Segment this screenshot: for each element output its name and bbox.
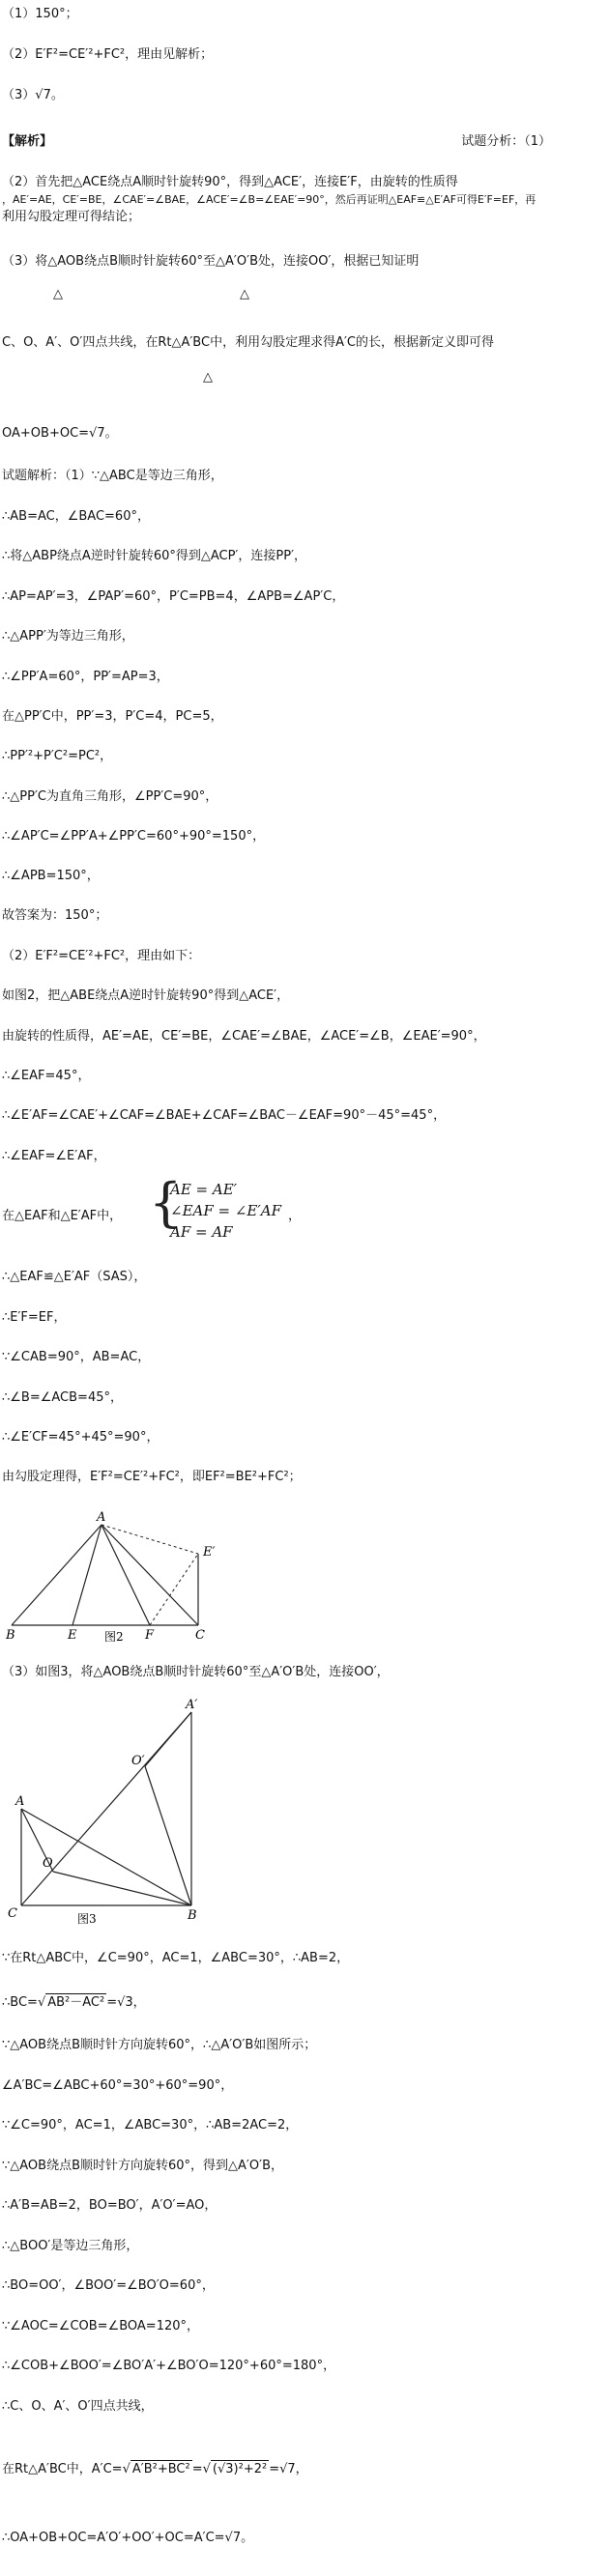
triangle-symbol-3: △ — [203, 370, 213, 385]
analysis-right-label: 试题分析：（1） — [461, 134, 551, 149]
figure-3 — [0, 1693, 222, 1934]
solution-line-23: ∴∠E′CF=45°+45°=90°， — [2, 1430, 160, 1445]
solution-line-2: ∴将△ABP绕点A逆时针旋转60°得到△ACP′，连接PP′， — [2, 549, 307, 563]
solution-line-38: 在Rt△A′BC中，A′C=√ A′B²+BC² =√ (√3)²+2² =√7， — [2, 2462, 308, 2476]
solution-line-11: 故答案为：150°； — [2, 908, 108, 923]
solution-line-20: ∴E′F=EF， — [2, 1310, 67, 1325]
analysis-header: 【解析】 — [2, 134, 53, 149]
ac-equals: = — [191, 2462, 203, 2476]
answer-2: （2）E′F²=CE′²+FC²，理由见解析； — [2, 47, 214, 62]
solution-line-12: （2）E′F²=CE′²+FC²，理由如下： — [2, 949, 201, 963]
solution-line-35: ∵∠AOC=∠COB=∠BOA=120°， — [2, 2319, 200, 2333]
ac-radicand-1: A′B²+BC² — [131, 2462, 190, 2476]
bc-prefix: ∴BC= — [2, 1995, 38, 2010]
solution-line-1: ∴AB=AC，∠BAC=60°， — [2, 509, 150, 524]
solution-line-34: ∴BO=OO′，∠BOO′=∠BO′O=60°， — [2, 2278, 215, 2293]
solution-line-0: 试题解析：（1）∵△ABC是等边三角形， — [2, 469, 223, 483]
solution-line-24: 由勾股定理得，E′F²=CE′²+FC²，即EF²=BE²+FC²； — [2, 1470, 302, 1484]
equation-3: AF = AF — [170, 1223, 233, 1241]
answer-3-prefix: （3） — [2, 88, 36, 102]
solution-line-6: 在△PP′C中，PP′=3，P′C=4，PC=5， — [2, 709, 223, 724]
solution-line-8: ∴△PP′C为直角三角形，∠PP′C=90°， — [2, 789, 218, 804]
solution-line-19: ∴△EAF≌△E′AF（SAS）， — [2, 1270, 147, 1284]
solution-line-29: ∠A′BC=∠ABC+60°=30°+60°=90°， — [2, 2078, 234, 2093]
solution-line-14: 由旋转的性质得，AE′=AE，CE′=BE，∠CAE′=∠BAE，∠ACE′=∠B，∠EAE′=90°， — [2, 1029, 486, 1044]
solution-line-16: ∴∠E′AF=∠CAE′+∠CAF=∠BAE+∠CAF=∠BAC－∠EAF=90°－45°=45°， — [2, 1108, 447, 1123]
equation-end: ， — [288, 1209, 302, 1223]
fig3-label-Ap: A′ — [186, 1698, 198, 1712]
bc-radicand: AB²－AC² — [47, 1995, 105, 2010]
fig3-label-Op: O′ — [131, 1754, 145, 1768]
figure-2 — [0, 1507, 232, 1643]
solution-line-5: ∴∠PP′A=60°，PP′=AP=3， — [2, 670, 169, 684]
ac-radicand-2: (√3)²+2² — [212, 2462, 268, 2476]
analysis-p3-line2: C、O、A′、O′四点共线，在Rt△A′BC中，利用勾股定理求得A′C的长，根据新定义即可得 — [2, 335, 494, 350]
solution-line-28: ∵△AOB绕点B顺时针方向旋转60°，∴△A′O′B如图所示； — [2, 2038, 317, 2052]
solution-line-30: ∵∠C=90°，AC=1，∠ABC=30°，∴AB=2AC=2， — [2, 2118, 299, 2132]
solution-line-4: ∴△APP′为等边三角形， — [2, 629, 134, 644]
fig3-label-O: O — [43, 1856, 53, 1871]
ac-suffix: =√7， — [269, 2462, 308, 2476]
solution-line-22: ∴∠B=∠ACB=45°， — [2, 1390, 123, 1405]
analysis-p3-line1: （3）将△AOB绕点B顺时针旋转60°至△A′O′B处，连接OO′，根据已知证明 — [2, 254, 420, 269]
fig2-label-C: C — [195, 1628, 205, 1643]
solution-line-10: ∴∠APB=150°， — [2, 869, 100, 883]
solution-line-32: ∴A′B=AB=2，BO=BO′，A′O′=AO， — [2, 2198, 218, 2213]
solution-line-27: ∴BC=√ AB²－AC² =√3， — [2, 1995, 146, 2010]
answer-3-value: √7 — [35, 88, 51, 102]
equation-2: ∠EAF = ∠E′AF — [170, 1202, 282, 1219]
triangle-symbol-1: △ — [53, 287, 63, 301]
fig3-label-C: C — [8, 1906, 17, 1921]
fig3-label-A: A — [15, 1794, 25, 1809]
solution-line-31: ∵△AOB绕点B顺时针方向旋转60°，得到△A′O′B， — [2, 2159, 283, 2173]
fig3-caption: 图3 — [77, 1912, 97, 1926]
fig2-label-Ep: E′ — [203, 1545, 216, 1560]
solution-line-33: ∴△BOO′是等边三角形， — [2, 2239, 139, 2253]
solution-line-39: ∴OA+OB+OC=A′O′+OO′+OC=A′C=√7。 — [2, 2531, 254, 2545]
solution-line-26: ∵在Rt△ABC中，∠C=90°，AC=1，∠ABC=30°，∴AB=2， — [2, 1951, 350, 1965]
analysis-p2-line2: ，AE′=AE，CE′=BE，∠CAE′=∠BAE，∠ACE′=∠B=∠EAE′=90°，然后再证明△EAF≌△E′AF可得E′F=EF，再 — [2, 193, 536, 206]
analysis-p2-line3: 利用勾股定理可得结论； — [2, 210, 141, 224]
fig2-label-B: B — [6, 1628, 15, 1643]
fig3-label-B: B — [188, 1908, 197, 1923]
solution-line-3: ∴AP=AP′=3，∠PAP′=60°，P′C=PB=4，∠APB=∠AP′C， — [2, 589, 345, 604]
left-brace: { — [149, 1172, 183, 1233]
solution-line-37: ∴C、O、A′、O′四点共线， — [2, 2399, 154, 2414]
fig2-label-E: E — [68, 1628, 77, 1643]
equation-1: AE = AE′ — [170, 1181, 238, 1198]
solution-line-7: ∴PP′²+P′C²=PC²， — [2, 749, 113, 763]
solution-line-21: ∵∠CAB=90°，AB=AC， — [2, 1350, 151, 1364]
fig2-caption: 图2 — [104, 1630, 124, 1643]
answer-3-suffix: 。 — [50, 88, 64, 102]
analysis-p2-line1: （2）首先把△ACE绕点A顺时针旋转90°，得到△ACE′，连接E′F，由旋转的性质得 — [2, 175, 458, 189]
solution-line-9: ∴∠AP′C=∠PP′A+∠PP′C=60°+90°=150°， — [2, 829, 266, 844]
fig2-label-A: A — [97, 1510, 106, 1525]
answer-3 — [2, 87, 605, 104]
solution-line-17: ∴∠EAF=∠E′AF， — [2, 1149, 106, 1163]
solution-line-18: 在△EAF和△E′AF中， — [2, 1209, 123, 1223]
solution-line-36: ∴∠COB+∠BOO′=∠BO′A′+∠BO′O=120°+60°=180°， — [2, 2359, 336, 2373]
ac-prefix: 在Rt△A′BC中，A′C= — [2, 2462, 123, 2476]
solution-line-13: 如图2，把△ABE绕点A逆时针旋转90°得到△ACE′， — [2, 988, 290, 1003]
bc-suffix: =√3， — [106, 1995, 146, 2010]
triangle-symbol-2: △ — [240, 287, 249, 301]
solution-line-25: （3）如图3，将△AOB绕点B顺时针旋转60°至△A′O′B处，连接OO′， — [2, 1665, 390, 1679]
analysis-p3-line3: OA+OB+OC=√7。 — [2, 426, 118, 441]
fig2-label-F: F — [145, 1628, 155, 1643]
answer-1: （1）150°； — [2, 7, 78, 21]
solution-line-15: ∴∠EAF=45°， — [2, 1069, 91, 1083]
